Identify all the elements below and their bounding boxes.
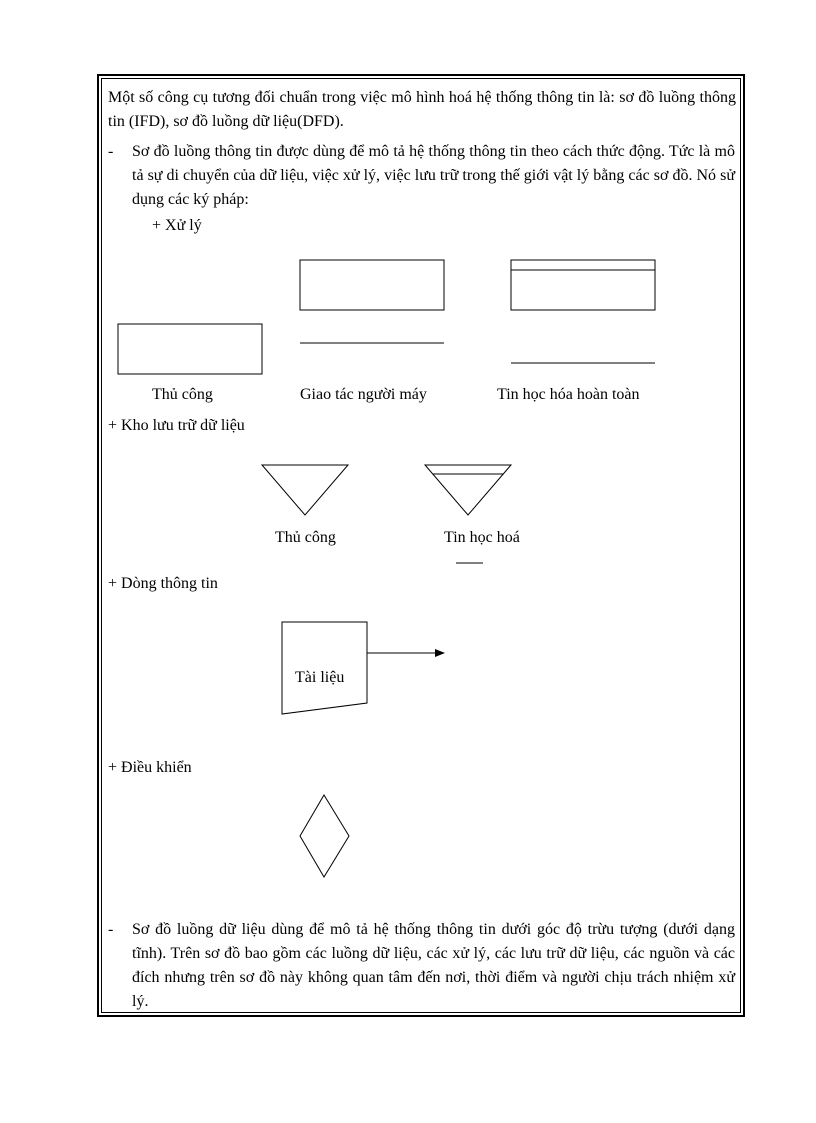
flow-heading: + Dòng thông tin [108,575,218,592]
bullet-marker-dfd: - [108,921,114,938]
manual-process-rect [118,324,262,374]
control-heading: + Điều khiển [108,759,192,776]
manual-storage-triangle [262,465,348,515]
ifd-paragraph: Sơ đồ luồng thông tin được dùng để mô tả hệ thống thông tin theo cách thức động. Tức là mô tả sự di chuyển của dữ liệu, việc xử lý, việc lưu trữ trong thế giới vật lý bằng các sơ đồ. Nó sử dụng các ký pháp: [132,143,735,208]
manual-process-label: Thủ công [152,386,213,403]
computerized-storage-triangle [425,465,511,515]
interactive-process-rect [300,260,444,310]
storage-heading: + Kho lưu trữ dữ liệu [108,417,245,434]
automated-process-rect [511,260,655,310]
interactive-process-label: Giao tác người máy [300,386,427,403]
manual-storage-label: Thủ công [275,529,336,546]
control-diamond [300,795,349,877]
bullet-marker-ifd: - [108,143,114,160]
flow-arrow-head [435,649,445,657]
automated-process-label: Tin học hóa hoàn toàn [497,386,640,403]
intro-paragraph: Một số công cụ tương đối chuẩn trong việc mô hình hoá hệ thống thông tin là: sơ đồ luồng thông tin (IFD), sơ đồ luồng dữ liệu(DFD). [108,89,736,130]
computerized-storage-label: Tin học hoá [444,529,520,546]
processing-heading: + Xử lý [152,217,202,234]
dfd-paragraph: Sơ đồ luồng dữ liệu dùng để mô tả hệ thống thông tin dưới góc độ trừu tượng (dưới dạng tĩnh). Trên sơ đồ bao gồm các luồng dữ liệu, các xử lý, các lưu trữ dữ liệu, các nguồn và các đích nhưng trên sơ đồ này không quan tâm đến nơi, thời điểm và người chịu trách nhiệm xử lý. [132,921,735,1010]
document-label: Tài liệu [295,669,345,686]
